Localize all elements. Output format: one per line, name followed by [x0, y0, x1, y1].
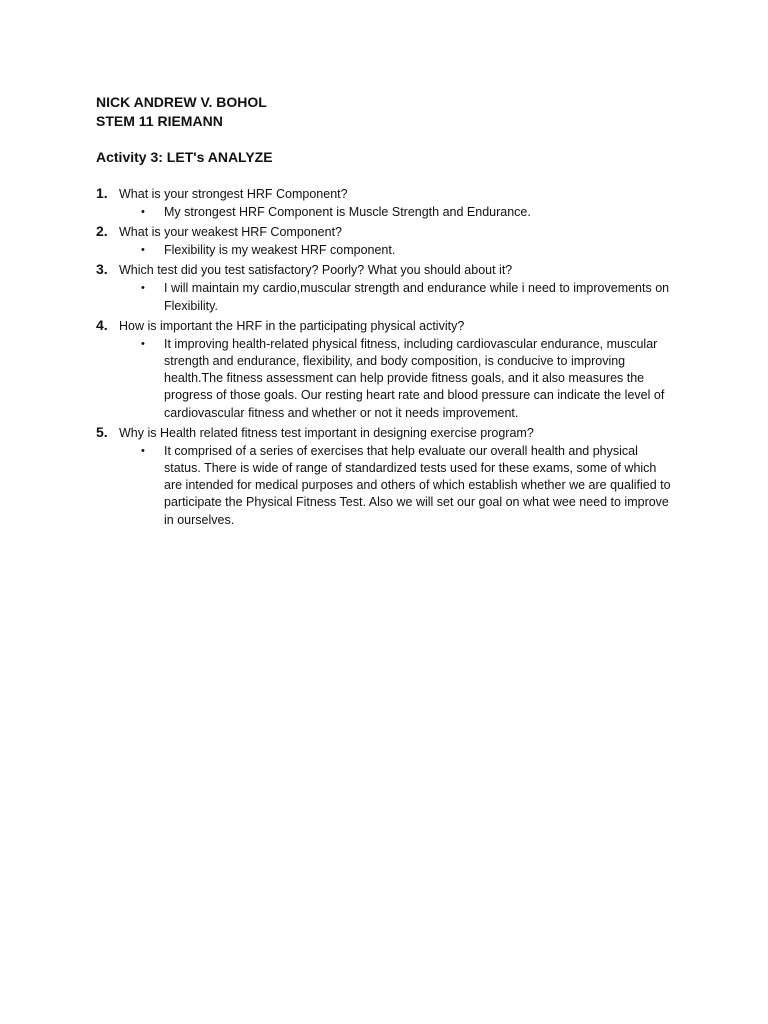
question-item-3	[96, 260, 686, 314]
question-row	[96, 423, 686, 443]
answer-row	[141, 336, 686, 422]
answer-text: My strongest HRF Component is Muscle Strength and Endurance.	[164, 205, 531, 219]
bullet-icon: •	[141, 206, 145, 218]
question-row	[96, 316, 686, 336]
answer-row	[141, 204, 686, 221]
answer-text: I will maintain my cardio,muscular strength and endurance while i need to improvements on Flexibility.	[164, 281, 670, 313]
question-text: Which test did you test satisfactory? Poorly? What you should about it?	[119, 263, 513, 278]
question-number: 2.	[96, 223, 108, 240]
question-text: What is your strongest HRF Component?	[119, 187, 348, 201]
question-row	[96, 184, 686, 204]
answer-row	[141, 242, 686, 259]
question-text: Why is Health related fitness test important in designing exercise program?	[119, 425, 534, 440]
document-header	[96, 93, 267, 131]
answer-text: It improving health-related physical fitness, including cardiovascular endurance, muscular strength and endurance, flexibility, and body composition, is conducive to improving health.The fitness assessment can help provide fitness goals, and it also measures the progress of those goals. Our resting heart rate and blood pressure can indicate the level of cardiovascular fitness and whether or not it needs improvement.	[164, 336, 665, 420]
question-row	[96, 260, 686, 280]
question-item-5	[96, 423, 686, 529]
question-number: 4.	[96, 316, 108, 333]
bullet-icon: •	[141, 244, 145, 257]
author-name: NICK ANDREW V. BOHOL	[96, 94, 267, 110]
answer-text: It comprised of a series of exercises that help evaluate our overall health and physical status. There is wide of range of standardized tests used for these exams, some of which are intended for medical purposes and others of which establish whether we are qualified to participate the Physical Fitness Test. Also we will set our goal on what wee need to improve in ourselves.	[164, 443, 671, 527]
class-section: STEM 11 RIEMANN	[96, 113, 223, 129]
bullet-icon: •	[141, 444, 145, 457]
bullet-icon: •	[141, 337, 145, 350]
question-number: 3.	[96, 261, 108, 278]
question-text: How is important the HRF in the participating physical activity?	[119, 318, 465, 333]
question-row	[96, 222, 686, 242]
question-item-4	[96, 316, 686, 422]
answer-row	[141, 443, 686, 529]
question-text: What is your weakest HRF Component?	[119, 225, 343, 240]
question-item-1	[96, 184, 686, 221]
question-number: 1.	[96, 185, 108, 201]
question-number: 5.	[96, 423, 108, 440]
answer-text: Flexibility is my weakest HRF component.	[164, 243, 396, 258]
bullet-icon: •	[141, 282, 145, 295]
question-list	[96, 184, 686, 530]
activity-title: Activity 3: LET's ANALYZE	[96, 149, 273, 165]
answer-row	[141, 280, 686, 314]
question-item-2	[96, 222, 686, 259]
